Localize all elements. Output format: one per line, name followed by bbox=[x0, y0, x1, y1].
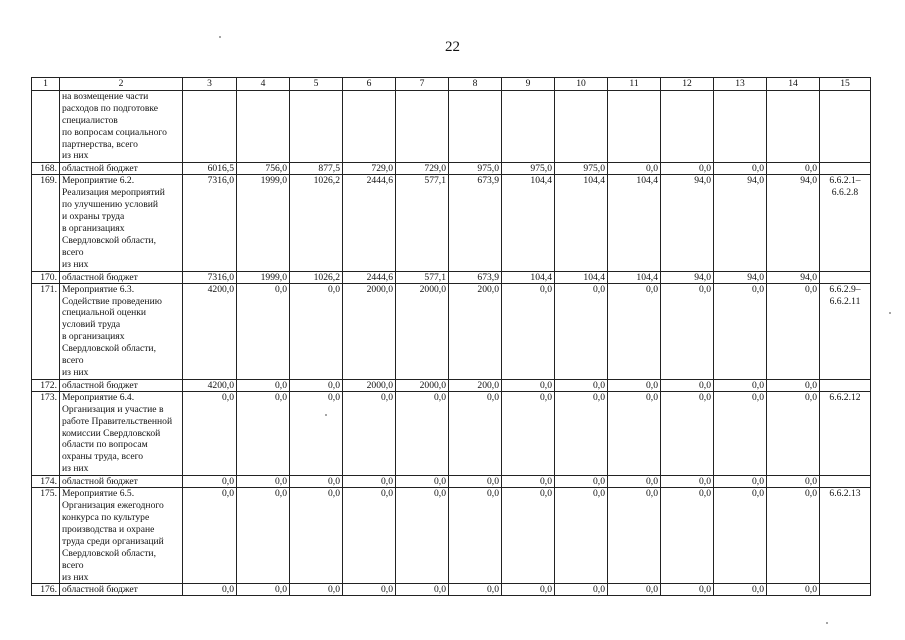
description-line: областной бюджет bbox=[62, 163, 138, 175]
description-line: Мероприятие 6.3. bbox=[62, 283, 135, 295]
value-cell: 2000,0 bbox=[343, 379, 396, 391]
description-line: специальной оценки bbox=[62, 307, 147, 319]
value-cell: 0,0 bbox=[449, 488, 502, 584]
value-cell: 94,0 bbox=[661, 271, 714, 283]
column-number: 8 bbox=[449, 78, 502, 91]
value-cell bbox=[661, 90, 714, 162]
value-cell: 0,0 bbox=[714, 584, 767, 596]
table-row bbox=[32, 271, 871, 283]
target-indicator-cell bbox=[820, 379, 871, 391]
table-row bbox=[32, 391, 871, 475]
row-description bbox=[60, 175, 183, 271]
value-cell: 104,4 bbox=[608, 175, 661, 271]
target-indicator-line: 6.6.2.12 bbox=[829, 391, 861, 403]
description-line: области по вопросам bbox=[62, 439, 148, 451]
value-cell: 104,4 bbox=[502, 271, 555, 283]
value-cell: 0,0 bbox=[290, 488, 343, 584]
value-cell bbox=[714, 90, 767, 162]
target-indicator-cell bbox=[820, 90, 871, 162]
row-number: 170. bbox=[32, 271, 60, 283]
table-row bbox=[32, 175, 871, 271]
description-line: всего bbox=[62, 355, 84, 367]
target-indicator-cell bbox=[820, 271, 871, 283]
value-cell: 2000,0 bbox=[396, 379, 449, 391]
description-line: охраны труда, всего bbox=[62, 451, 144, 463]
value-cell: 7316,0 bbox=[183, 271, 237, 283]
row-description bbox=[60, 283, 183, 379]
value-cell: 877,5 bbox=[290, 163, 343, 175]
column-number: 6 bbox=[343, 78, 396, 91]
value-cell bbox=[396, 90, 449, 162]
target-indicator-line: 6.6.2.13 bbox=[829, 488, 861, 500]
description-line: в организациях bbox=[62, 331, 125, 343]
value-cell: 0,0 bbox=[237, 488, 290, 584]
row-number: 175. bbox=[32, 488, 60, 584]
value-cell: 0,0 bbox=[608, 476, 661, 488]
column-number: 9 bbox=[502, 78, 555, 91]
row-number: 176. bbox=[32, 584, 60, 596]
value-cell: 0,0 bbox=[290, 391, 343, 475]
value-cell: 0,0 bbox=[290, 476, 343, 488]
row-description bbox=[60, 476, 183, 488]
description-line: Реализация мероприятий bbox=[62, 187, 165, 199]
description-line: Мероприятие 6.5. bbox=[62, 488, 135, 500]
value-cell: 200,0 bbox=[449, 379, 502, 391]
value-cell: 94,0 bbox=[767, 271, 820, 283]
target-indicator-cell bbox=[820, 476, 871, 488]
row-number: 174. bbox=[32, 476, 60, 488]
value-cell: 0,0 bbox=[183, 488, 237, 584]
value-cell: 0,0 bbox=[767, 488, 820, 584]
description-line: условий труда bbox=[62, 319, 121, 331]
value-cell: 0,0 bbox=[237, 476, 290, 488]
description-line: труда среди организаций bbox=[62, 535, 164, 547]
table-body bbox=[32, 78, 871, 596]
value-cell: 2444,6 bbox=[343, 271, 396, 283]
description-line: и охраны труда bbox=[62, 211, 125, 223]
value-cell: 0,0 bbox=[502, 379, 555, 391]
description-line: областной бюджет bbox=[62, 476, 138, 488]
value-cell: 0,0 bbox=[608, 488, 661, 584]
description-line: всего bbox=[62, 246, 84, 258]
value-cell: 2000,0 bbox=[396, 283, 449, 379]
value-cell: 0,0 bbox=[714, 379, 767, 391]
value-cell: 0,0 bbox=[502, 476, 555, 488]
column-number: 15 bbox=[820, 78, 871, 91]
table-row bbox=[32, 488, 871, 584]
target-indicator-cell bbox=[820, 391, 871, 475]
value-cell: 673,9 bbox=[449, 175, 502, 271]
description-line: партнерства, всего bbox=[62, 138, 138, 150]
description-line: Содействие проведению bbox=[62, 295, 162, 307]
value-cell: 0,0 bbox=[767, 391, 820, 475]
row-description bbox=[60, 488, 183, 584]
description-line: Мероприятие 6.2. bbox=[62, 175, 135, 187]
value-cell: 0,0 bbox=[714, 283, 767, 379]
value-cell: 104,4 bbox=[555, 175, 608, 271]
target-indicator-cell bbox=[820, 488, 871, 584]
value-cell: 0,0 bbox=[661, 488, 714, 584]
value-cell: 0,0 bbox=[183, 391, 237, 475]
value-cell: 94,0 bbox=[714, 175, 767, 271]
row-number: 173. bbox=[32, 391, 60, 475]
value-cell: 94,0 bbox=[661, 175, 714, 271]
value-cell: 0,0 bbox=[237, 584, 290, 596]
value-cell: 1999,0 bbox=[237, 175, 290, 271]
description-line: областной бюджет bbox=[62, 379, 138, 391]
description-line: по вопросам социального bbox=[62, 126, 167, 138]
description-line: комиссии Свердловской bbox=[62, 427, 161, 439]
page-number: 22 bbox=[445, 39, 460, 55]
value-cell: 0,0 bbox=[767, 283, 820, 379]
value-cell: 0,0 bbox=[237, 391, 290, 475]
scan-speck bbox=[826, 622, 828, 624]
description-line: в организациях bbox=[62, 222, 125, 234]
value-cell: 4200,0 bbox=[183, 379, 237, 391]
value-cell bbox=[343, 90, 396, 162]
row-description bbox=[60, 163, 183, 175]
value-cell: 0,0 bbox=[396, 584, 449, 596]
value-cell: 0,0 bbox=[714, 488, 767, 584]
column-number: 12 bbox=[661, 78, 714, 91]
value-cell: 0,0 bbox=[237, 379, 290, 391]
value-cell: 0,0 bbox=[608, 163, 661, 175]
value-cell: 0,0 bbox=[449, 391, 502, 475]
description-line: Свердловской области, bbox=[62, 547, 156, 559]
value-cell bbox=[237, 90, 290, 162]
row-number: 171. bbox=[32, 283, 60, 379]
value-cell: 0,0 bbox=[290, 379, 343, 391]
value-cell: 0,0 bbox=[343, 476, 396, 488]
value-cell: 1999,0 bbox=[237, 271, 290, 283]
value-cell: 0,0 bbox=[502, 488, 555, 584]
value-cell: 0,0 bbox=[290, 283, 343, 379]
value-cell: 94,0 bbox=[767, 175, 820, 271]
description-line: Организация и участие в bbox=[62, 403, 164, 415]
target-indicator-line: 6.6.2.11 bbox=[829, 295, 861, 307]
table-row bbox=[32, 379, 871, 391]
value-cell: 577,1 bbox=[396, 175, 449, 271]
value-cell: 0,0 bbox=[237, 283, 290, 379]
value-cell: 104,4 bbox=[502, 175, 555, 271]
value-cell: 729,0 bbox=[343, 163, 396, 175]
value-cell: 0,0 bbox=[290, 584, 343, 596]
value-cell: 2444,6 bbox=[343, 175, 396, 271]
value-cell: 729,0 bbox=[396, 163, 449, 175]
value-cell: 0,0 bbox=[183, 476, 237, 488]
value-cell: 0,0 bbox=[661, 283, 714, 379]
value-cell: 0,0 bbox=[555, 379, 608, 391]
value-cell: 0,0 bbox=[608, 283, 661, 379]
column-number: 4 bbox=[237, 78, 290, 91]
value-cell: 0,0 bbox=[555, 488, 608, 584]
target-indicator-cell bbox=[820, 283, 871, 379]
column-number: 3 bbox=[183, 78, 237, 91]
value-cell: 94,0 bbox=[714, 271, 767, 283]
value-cell: 0,0 bbox=[396, 476, 449, 488]
value-cell: 0,0 bbox=[502, 283, 555, 379]
description-line: из них bbox=[62, 571, 89, 583]
column-number: 13 bbox=[714, 78, 767, 91]
value-cell: 0,0 bbox=[661, 584, 714, 596]
table-row bbox=[32, 283, 871, 379]
target-indicator-cell bbox=[820, 584, 871, 596]
value-cell: 0,0 bbox=[661, 379, 714, 391]
value-cell: 0,0 bbox=[555, 283, 608, 379]
table-row bbox=[32, 476, 871, 488]
description-line: на возмещение части bbox=[62, 90, 149, 102]
value-cell: 0,0 bbox=[714, 391, 767, 475]
value-cell: 7316,0 bbox=[183, 175, 237, 271]
description-line: всего bbox=[62, 559, 84, 571]
row-number bbox=[32, 90, 60, 162]
description-line: конкурса по культуре bbox=[62, 512, 150, 523]
value-cell: 1026,2 bbox=[290, 271, 343, 283]
description-line: по улучшению условий bbox=[62, 199, 159, 211]
description-line: из них bbox=[62, 463, 89, 475]
row-description bbox=[60, 379, 183, 391]
value-cell: 0,0 bbox=[608, 391, 661, 475]
value-cell: 0,0 bbox=[343, 584, 396, 596]
description-line: областной бюджет bbox=[62, 271, 138, 283]
value-cell bbox=[608, 90, 661, 162]
column-number: 5 bbox=[290, 78, 343, 91]
value-cell: 104,4 bbox=[608, 271, 661, 283]
row-description bbox=[60, 391, 183, 475]
description-line: производства и охране bbox=[62, 523, 155, 535]
value-cell: 0,0 bbox=[502, 391, 555, 475]
value-cell bbox=[449, 90, 502, 162]
description-line: Свердловской области, bbox=[62, 234, 156, 246]
value-cell: 0,0 bbox=[767, 584, 820, 596]
value-cell bbox=[290, 90, 343, 162]
row-description bbox=[60, 584, 183, 596]
value-cell: 104,4 bbox=[555, 271, 608, 283]
value-cell: 975,0 bbox=[449, 163, 502, 175]
value-cell: 4200,0 bbox=[183, 283, 237, 379]
scan-speck bbox=[889, 312, 891, 314]
value-cell: 0,0 bbox=[555, 391, 608, 475]
description-line: Свердловской области, bbox=[62, 343, 156, 355]
value-cell: 200,0 bbox=[449, 283, 502, 379]
value-cell: 0,0 bbox=[449, 476, 502, 488]
description-line: Мероприятие 6.4. bbox=[62, 391, 135, 403]
value-cell: 6016,5 bbox=[183, 163, 237, 175]
column-number-row bbox=[32, 78, 871, 91]
value-cell: 0,0 bbox=[661, 391, 714, 475]
description-line: из них bbox=[62, 150, 89, 162]
target-indicator-line: 6.6.2.1– bbox=[829, 175, 861, 187]
value-cell: 0,0 bbox=[767, 163, 820, 175]
value-cell: 1026,2 bbox=[290, 175, 343, 271]
value-cell: 2000,0 bbox=[343, 283, 396, 379]
value-cell: 0,0 bbox=[767, 476, 820, 488]
table-row bbox=[32, 90, 871, 162]
value-cell: 975,0 bbox=[502, 163, 555, 175]
value-cell: 673,9 bbox=[449, 271, 502, 283]
table-row bbox=[32, 163, 871, 175]
column-number: 7 bbox=[396, 78, 449, 91]
value-cell: 0,0 bbox=[555, 584, 608, 596]
row-number: 169. bbox=[32, 175, 60, 271]
value-cell: 0,0 bbox=[661, 476, 714, 488]
value-cell bbox=[502, 90, 555, 162]
value-cell: 0,0 bbox=[183, 584, 237, 596]
scan-speck bbox=[325, 414, 327, 416]
value-cell: 0,0 bbox=[608, 379, 661, 391]
row-number: 168. bbox=[32, 163, 60, 175]
value-cell bbox=[555, 90, 608, 162]
column-number: 10 bbox=[555, 78, 608, 91]
value-cell: 0,0 bbox=[343, 391, 396, 475]
description-line: из них bbox=[62, 258, 89, 270]
description-line: областной бюджет bbox=[62, 584, 138, 596]
value-cell bbox=[183, 90, 237, 162]
value-cell: 0,0 bbox=[714, 476, 767, 488]
value-cell: 0,0 bbox=[767, 379, 820, 391]
value-cell: 756,0 bbox=[237, 163, 290, 175]
value-cell: 0,0 bbox=[608, 584, 661, 596]
value-cell: 0,0 bbox=[502, 584, 555, 596]
target-indicator-line: 6.6.2.8 bbox=[831, 187, 859, 199]
description-line: специалистов bbox=[62, 114, 118, 126]
target-indicator-cell bbox=[820, 175, 871, 271]
value-cell: 0,0 bbox=[396, 391, 449, 475]
target-indicator-line: 6.6.2.9– bbox=[829, 283, 861, 295]
row-description bbox=[60, 90, 183, 162]
row-description bbox=[60, 271, 183, 283]
budget-table bbox=[31, 77, 871, 596]
value-cell: 0,0 bbox=[555, 476, 608, 488]
value-cell: 0,0 bbox=[714, 163, 767, 175]
column-number: 14 bbox=[767, 78, 820, 91]
value-cell: 975,0 bbox=[555, 163, 608, 175]
column-number: 1 bbox=[32, 78, 60, 91]
column-number: 2 bbox=[60, 78, 183, 91]
description-line: расходов по подготовке bbox=[62, 102, 159, 114]
description-line: работе Правительственной bbox=[62, 415, 173, 427]
value-cell: 0,0 bbox=[661, 163, 714, 175]
value-cell: 0,0 bbox=[343, 488, 396, 584]
table-row bbox=[32, 584, 871, 596]
column-number: 11 bbox=[608, 78, 661, 91]
description-line: из них bbox=[62, 366, 89, 378]
value-cell: 0,0 bbox=[449, 584, 502, 596]
value-cell: 577,1 bbox=[396, 271, 449, 283]
description-line: Организация ежегодного bbox=[62, 500, 164, 512]
scan-speck bbox=[219, 36, 221, 38]
target-indicator-cell bbox=[820, 163, 871, 175]
value-cell: 0,0 bbox=[396, 488, 449, 584]
value-cell bbox=[767, 90, 820, 162]
row-number: 172. bbox=[32, 379, 60, 391]
